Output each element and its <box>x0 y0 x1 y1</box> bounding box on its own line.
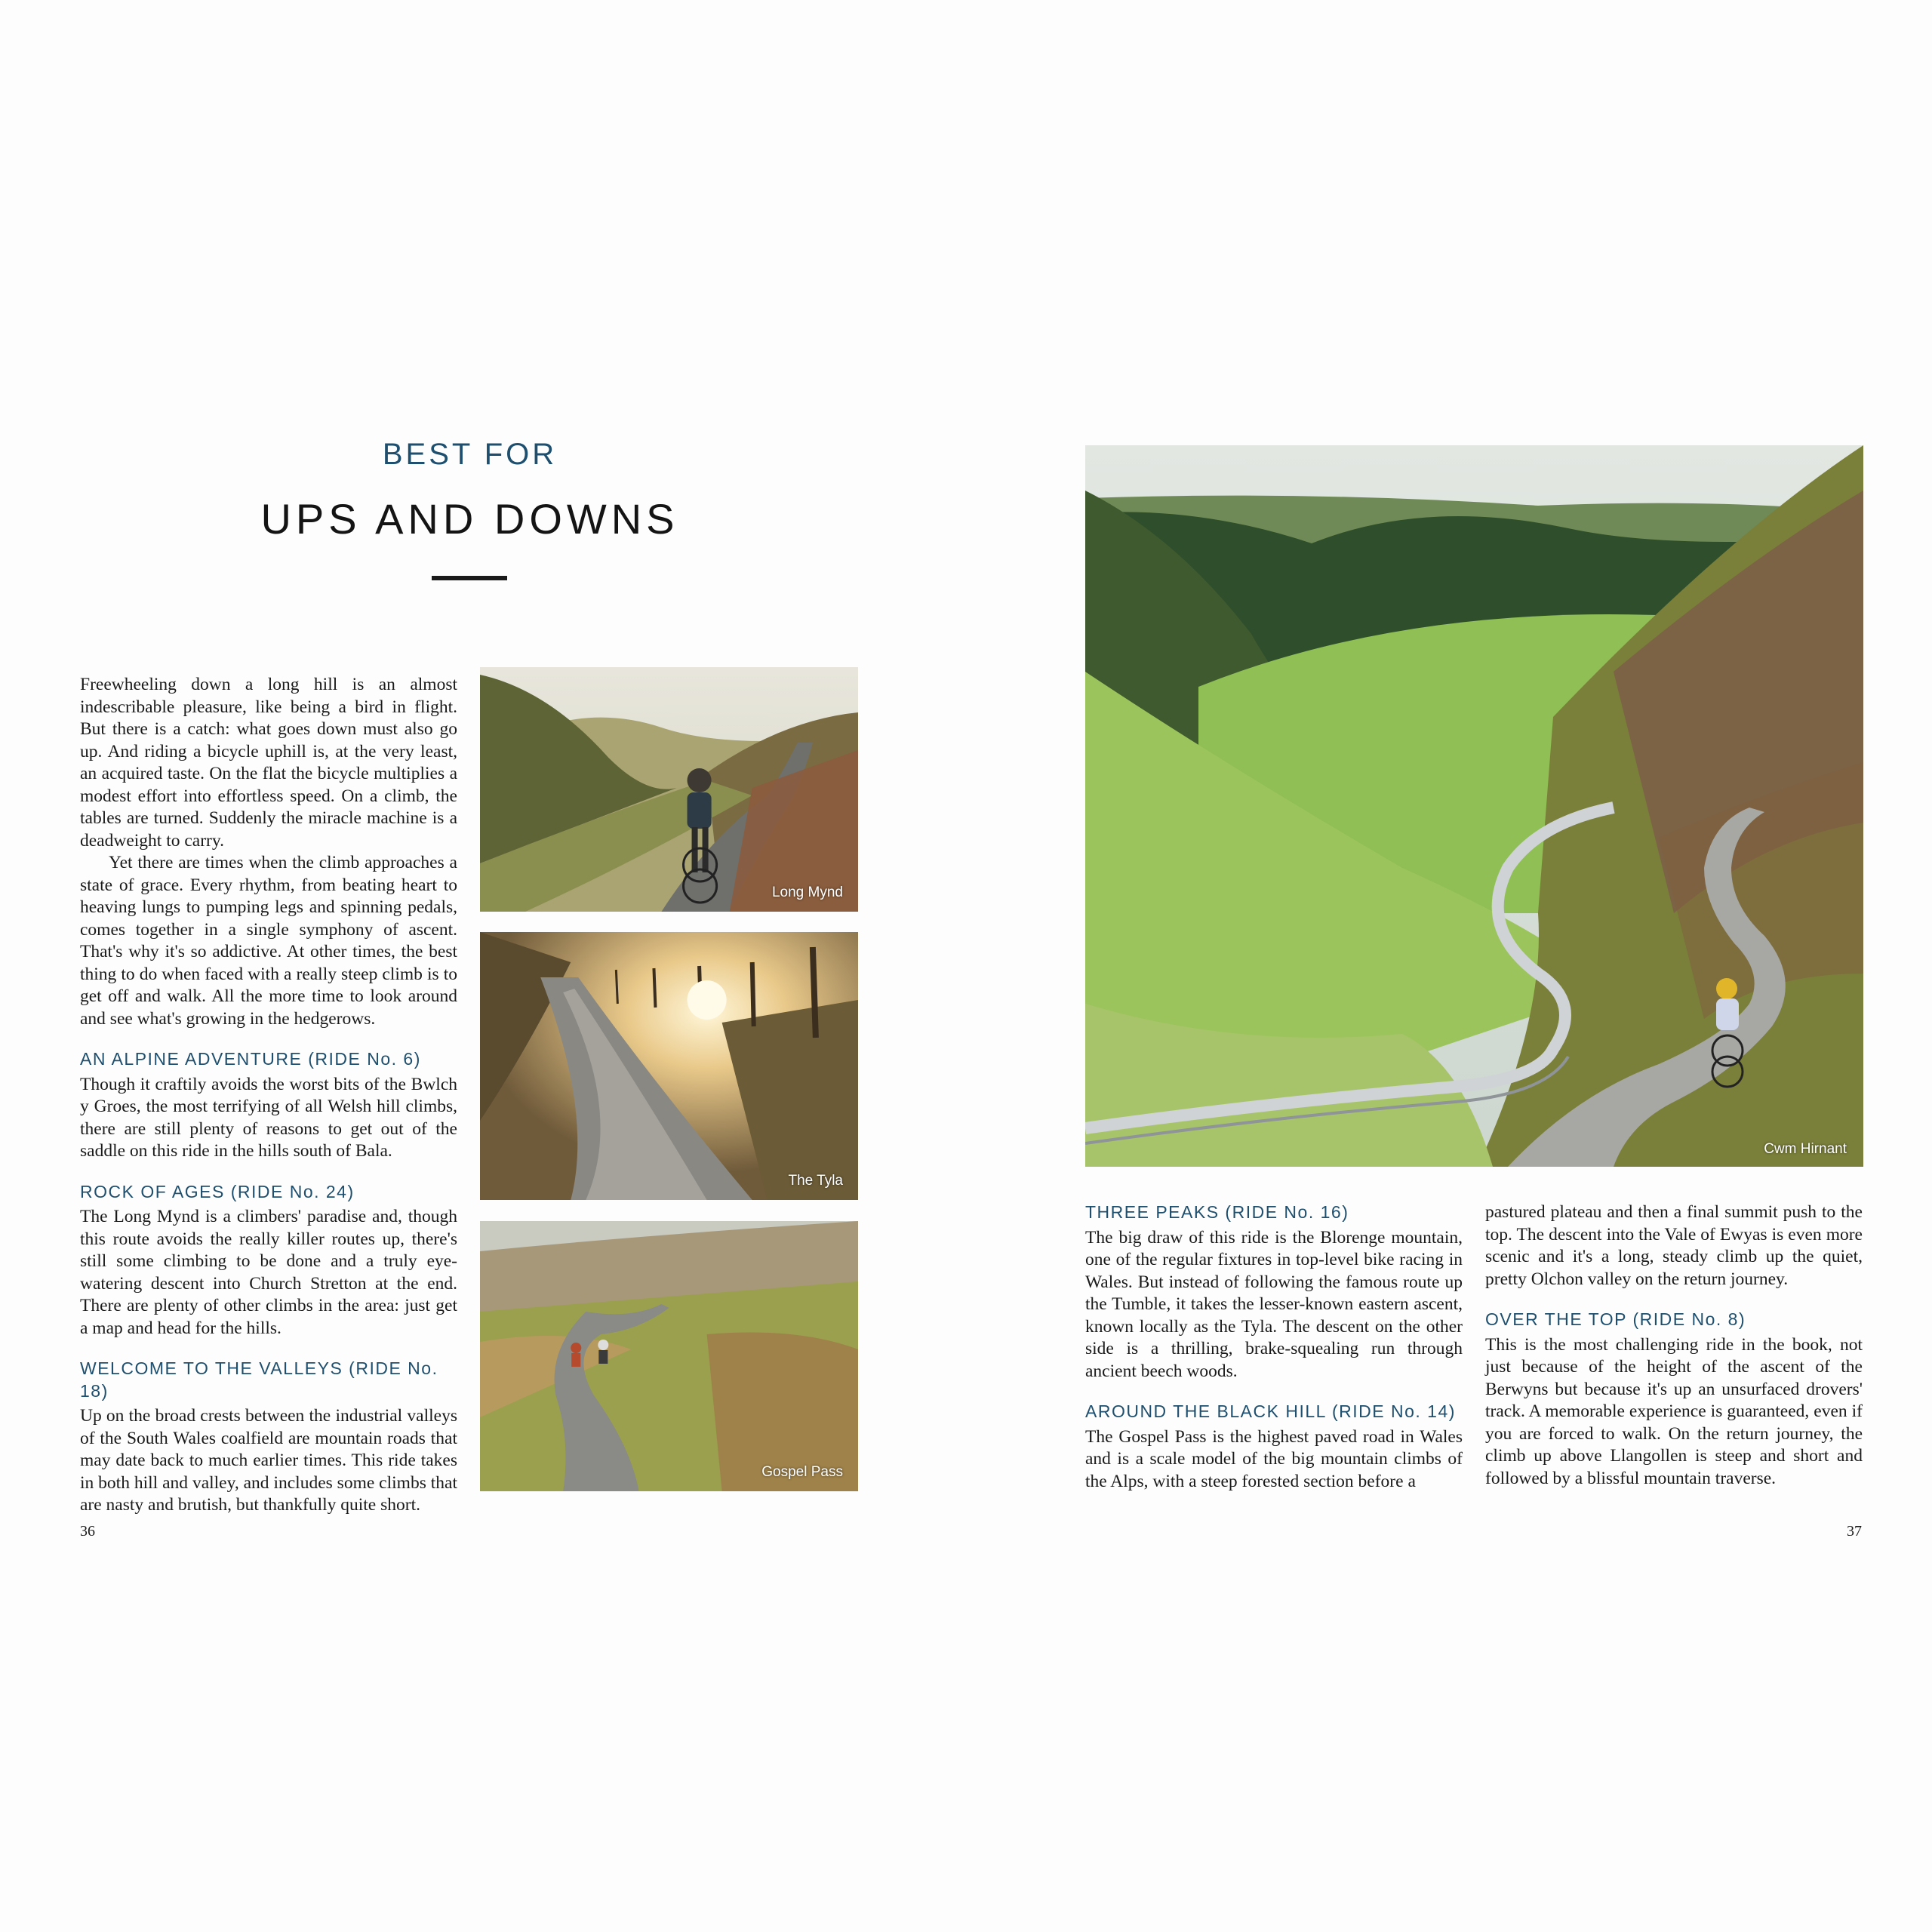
section-heading-black-hill: AROUND THE BLACK HILL (RIDE No. 14) <box>1085 1401 1456 1421</box>
kicker: BEST FOR <box>382 438 558 471</box>
photo-caption: Gospel Pass <box>761 1464 843 1480</box>
title-rule <box>432 576 507 580</box>
section-heading-rock: ROCK OF AGES (RIDE No. 24) <box>80 1181 355 1201</box>
page-title: UPS AND DOWNS <box>260 495 679 543</box>
section-text-rock: The Long Mynd is a climbers' paradise and, though this route avoids the really killer routes up, there's still some climbing to be done and a truly eye-watering descent into Church Stretton at the end. There are plenty of other climbs in the area: just get a map and head for the hills. <box>80 1207 457 1338</box>
section-heading-valleys: WELCOME TO THE VALLEYS (RIDE No. 18) <box>80 1358 438 1401</box>
photo-gospel-pass <box>480 1221 858 1491</box>
right-text-column-1 <box>1085 1201 1463 1493</box>
page-number: 37 <box>1847 1523 1862 1540</box>
section-text-alpine: Though it craftily avoids the worst bits of the Bwlch y Groes, the most terrifying of all Welsh hill climbs, there are still plenty of reasons to get out of the saddle on this ride in the hills south of Bala. <box>80 1074 457 1161</box>
section-text-valleys: Up on the broad crests between the industrial valleys of the South Wales coalfield are mountain roads that may date back to much earlier times. This ride takes in both hill and valley, and includes some climbs that are nasty and brutish, but thankfully quite short. <box>80 1406 457 1515</box>
photo-long-mynd <box>480 667 858 912</box>
section-text-continuation: pastured plateau and then a final summit push to the top. The descent into the Vale of Ewyas is even more scenic and it's a long, steady climb up the quiet, pretty Olchon valley on the return journey. <box>1485 1202 1863 1289</box>
section-heading-three-peaks: THREE PEAKS (RIDE No. 16) <box>1085 1202 1349 1222</box>
section-text-three-peaks: The big draw of this ride is the Blorenge mountain, one of the regular fixtures in top-level bike racing in Wales. But instead of following the famous route up the Tumble, it takes the lesser-known eastern ascent, known locally as the Tyla. The descent on the other side is a thrilling, brake-squealing run through ancient beech woods. <box>1085 1227 1463 1381</box>
right-text-column-2 <box>1485 1201 1863 1490</box>
intro-paragraph-2: Yet there are times when the climb approaches a state of grace. Every rhythm, from beating heart to heaving lungs to pumping legs and spinning pedals, comes together in a single symphony of ascent. That's why it's so addictive. At other times, the best thing to do when faced with a really steep climb is to get off and walk. All the more time to look around and see what's growing in the hedgerows. <box>80 853 457 1029</box>
intro-paragraph-1: Freewheeling down a long hill is an almost indescribable pleasure, like being a bird in flight. But there is a catch: what goes down must also go up. And riding a bicycle uphill is, at the very least, an acquired taste. On the flat the bicycle multiplies a modest effort into effortless speed. On a climb, the tables are turned. Suddenly the miracle machine is a deadweight to carry. <box>80 675 457 851</box>
page-number: 36 <box>80 1523 95 1540</box>
photo-caption: The Tyla <box>788 1173 843 1189</box>
photo-the-tyla <box>480 932 858 1200</box>
section-heading-over-the-top: OVER THE TOP (RIDE No. 8) <box>1485 1309 1746 1329</box>
section-heading-alpine: AN ALPINE ADVENTURE (RIDE No. 6) <box>80 1049 421 1069</box>
photo-cwm-hirnant <box>1085 445 1863 1167</box>
photo-caption: Cwm Hirnant <box>1764 1141 1847 1157</box>
left-text-column <box>80 674 457 1517</box>
section-text-black-hill: The Gospel Pass is the highest paved road in Wales and is a scale model of the big mountain climbs of the Alps, with a steep forested section before a <box>1085 1426 1463 1491</box>
section-text-over-the-top: This is the most challenging ride in the book, not just because of the height of the ascent of the Berwyns but because it's up an unsurfaced drovers' track. A memorable experience is guaranteed, even if you are forced to walk. On the return journey, the climb up above Llangollen is steep and short and followed by a blissful mountain traverse. <box>1485 1334 1863 1488</box>
photo-caption: Long Mynd <box>771 884 843 900</box>
